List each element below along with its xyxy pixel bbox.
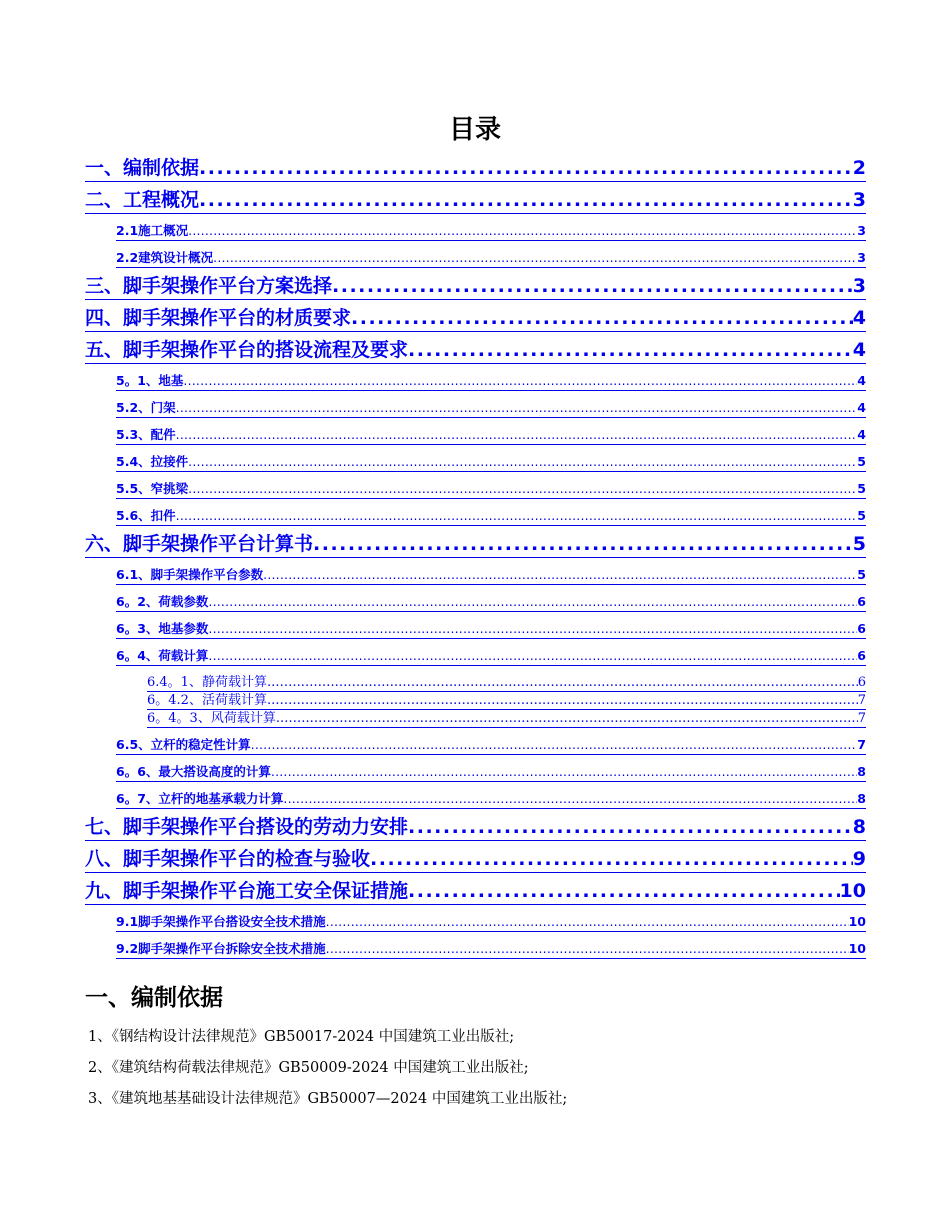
- reference-item: 3、《建筑地基基础设计法律规范》GB50007—2024 中国建筑工业出版社;: [88, 1091, 568, 1107]
- toc-entry[interactable]: [85, 472, 866, 499]
- toc-leader-dots: [326, 913, 849, 932]
- toc-leader-dots: [332, 273, 853, 300]
- toc-page-number: 5: [857, 453, 866, 472]
- toc-entry[interactable]: [85, 692, 866, 710]
- toc-entry-text: 6。3、地基参数: [116, 620, 208, 639]
- toc-entry-text: 6。4。3、风荷载计算: [147, 711, 276, 726]
- toc-entry[interactable]: [85, 527, 866, 558]
- table-of-contents: [85, 150, 866, 959]
- toc-entry-text: 6.5、立杆的稳定性计算: [116, 736, 251, 755]
- toc-entry[interactable]: [85, 558, 866, 585]
- toc-leader-dots: [370, 846, 853, 873]
- toc-entry[interactable]: [85, 333, 866, 364]
- toc-entry-text: 5。1、地基: [116, 372, 183, 391]
- toc-leader-dots: [408, 814, 853, 841]
- toc-entry[interactable]: [85, 842, 866, 873]
- toc-leader-dots: [208, 620, 857, 639]
- toc-entry-text: 六、脚手架操作平台计算书: [85, 531, 313, 558]
- toc-leader-dots: [188, 480, 857, 499]
- toc-leader-dots: [283, 790, 857, 809]
- reference-item: 2、《建筑结构荷载法律规范》GB50009-2024 中国建筑工业出版社;: [88, 1060, 529, 1076]
- toc-page-number: 4: [857, 426, 866, 445]
- toc-leader-dots: [213, 249, 857, 268]
- toc-leader-dots: [313, 531, 853, 558]
- toc-entry[interactable]: [85, 905, 866, 932]
- toc-page-number: 8: [857, 790, 866, 809]
- toc-entry[interactable]: [85, 445, 866, 472]
- toc-entry[interactable]: [85, 782, 866, 809]
- section-heading: 一、编制依据: [85, 985, 223, 1011]
- toc-entry-text: 三、脚手架操作平台方案选择: [85, 273, 332, 300]
- toc-entry-text: 二、工程概况: [85, 187, 199, 214]
- toc-page-number: 10: [849, 913, 866, 932]
- toc-entry-text: 6.4。1、静荷载计算: [147, 675, 267, 690]
- toc-entry[interactable]: [85, 391, 866, 418]
- toc-leader-dots: [176, 399, 858, 418]
- reference-list: [88, 1025, 888, 1118]
- toc-entry[interactable]: [85, 499, 866, 526]
- toc-entry-text: 6。4、荷载计算: [116, 647, 208, 666]
- toc-leader-dots: [188, 222, 857, 241]
- toc-entry[interactable]: [85, 612, 866, 639]
- toc-entry-text: 一、编制依据: [85, 155, 199, 182]
- toc-leader-dots: [199, 155, 853, 182]
- toc-leader-dots: [176, 507, 858, 526]
- toc-page-number: 8: [857, 763, 866, 782]
- toc-page-number: 6: [857, 620, 866, 639]
- toc-page-number: 6: [857, 593, 866, 612]
- toc-entry[interactable]: [85, 755, 866, 782]
- toc-page-number: 10: [840, 878, 866, 905]
- toc-entry-text: 9.2脚手架操作平台拆除安全技术措施: [116, 940, 326, 959]
- toc-page-number: 3: [857, 249, 866, 268]
- toc-page-number: 6: [857, 675, 866, 690]
- toc-entry-text: 八、脚手架操作平台的检查与验收: [85, 846, 370, 873]
- toc-entry-text: 五、脚手架操作平台的搭设流程及要求: [85, 337, 408, 364]
- toc-page-number: 5: [853, 531, 866, 558]
- toc-entry[interactable]: [85, 810, 866, 841]
- toc-leader-dots: [188, 453, 857, 472]
- toc-page-number: 6: [857, 647, 866, 666]
- toc-entry-text: 5.3、配件: [116, 426, 176, 445]
- toc-leader-dots: [408, 878, 840, 905]
- toc-leader-dots: [408, 337, 853, 364]
- toc-leader-dots: [183, 372, 857, 391]
- toc-leader-dots: [267, 675, 858, 692]
- toc-page-number: 8: [853, 814, 866, 841]
- toc-page-number: 4: [857, 372, 866, 391]
- toc-entry-text: 6。6、最大搭设高度的计算: [116, 763, 271, 782]
- toc-entry[interactable]: [85, 932, 866, 959]
- toc-entry[interactable]: [85, 301, 866, 332]
- toc-entry[interactable]: [85, 241, 866, 268]
- toc-entry-text: 5.6、扣件: [116, 507, 176, 526]
- toc-entry[interactable]: [85, 151, 866, 182]
- toc-page-number: 7: [857, 711, 866, 726]
- toc-leader-dots: [199, 187, 853, 214]
- toc-page-number: 2: [853, 155, 866, 182]
- toc-entry-text: 四、脚手架操作平台的材质要求: [85, 305, 351, 332]
- toc-entry-text: 九、脚手架操作平台施工安全保证措施: [85, 878, 408, 905]
- toc-leader-dots: [251, 736, 858, 755]
- toc-page-number: 4: [853, 337, 866, 364]
- toc-entry-text: 5.5、窄挑梁: [116, 480, 188, 499]
- toc-entry-text: 七、脚手架操作平台搭设的劳动力安排: [85, 814, 408, 841]
- toc-entry[interactable]: [85, 728, 866, 755]
- toc-page-number: 10: [849, 940, 866, 959]
- reference-item: 1、《钢结构设计法律规范》GB50017-2024 中国建筑工业出版社;: [88, 1029, 515, 1045]
- toc-page-number: 3: [853, 273, 866, 300]
- toc-leader-dots: [208, 647, 857, 666]
- toc-entry[interactable]: [85, 214, 866, 241]
- toc-entry[interactable]: [85, 710, 866, 728]
- toc-entry[interactable]: [85, 269, 866, 300]
- toc-page-number: 3: [857, 222, 866, 241]
- toc-leader-dots: [267, 693, 858, 710]
- toc-leader-dots: [351, 305, 853, 332]
- toc-entry-text: 2.1施工概况: [116, 222, 188, 241]
- toc-leader-dots: [176, 426, 858, 445]
- toc-entry-text: 5.4、拉接件: [116, 453, 188, 472]
- toc-entry-text: 6。4.2、活荷载计算: [147, 693, 267, 708]
- toc-page-number: 7: [857, 736, 866, 755]
- toc-entry-text: 6.1、脚手架操作平台参数: [116, 566, 263, 585]
- toc-page-number: 5: [857, 507, 866, 526]
- toc-page-number: 5: [857, 480, 866, 499]
- toc-page-number: 9: [853, 846, 866, 873]
- toc-page-number: 7: [857, 693, 866, 708]
- toc-entry[interactable]: [85, 874, 866, 905]
- toc-entry-text: 6。2、荷载参数: [116, 593, 208, 612]
- toc-entry[interactable]: [85, 183, 866, 214]
- toc-entry[interactable]: [85, 585, 866, 612]
- toc-page-number: 4: [853, 305, 866, 332]
- toc-leader-dots: [326, 940, 849, 959]
- toc-leader-dots: [263, 566, 857, 585]
- toc-entry-text: 2.2建筑设计概况: [116, 249, 213, 268]
- toc-page-number: 3: [853, 187, 866, 214]
- toc-entry-text: 6。7、立杆的地基承载力计算: [116, 790, 283, 809]
- toc-leader-dots: [271, 763, 857, 782]
- toc-entry[interactable]: [85, 674, 866, 692]
- toc-leader-dots: [208, 593, 857, 612]
- toc-entry[interactable]: [85, 418, 866, 445]
- toc-page-number: 4: [857, 399, 866, 418]
- toc-leader-dots: [276, 711, 858, 728]
- toc-title: 目录: [448, 115, 501, 145]
- toc-entry[interactable]: [85, 364, 866, 391]
- toc-entry-text: 9.1脚手架操作平台搭设安全技术措施: [116, 913, 326, 932]
- toc-entry-text: 5.2、门架: [116, 399, 176, 418]
- toc-page-number: 5: [857, 566, 866, 585]
- toc-entry[interactable]: [85, 639, 866, 666]
